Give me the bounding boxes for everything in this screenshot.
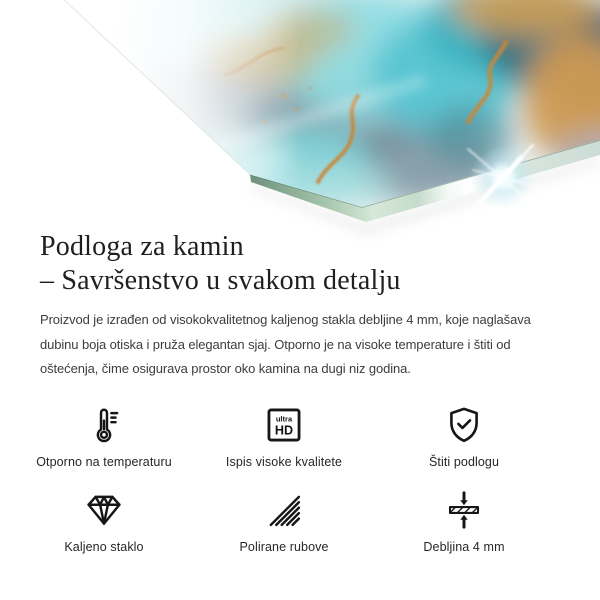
thermometer-icon [83, 402, 125, 448]
shield-check-icon [443, 402, 485, 448]
diamond-icon [83, 487, 125, 533]
feature-item [374, 487, 554, 554]
page-title-line1: Podloga za kamin [40, 231, 244, 262]
feature-item [374, 402, 554, 469]
feature-label: Debljina 4 mm [423, 540, 505, 554]
feature-item [14, 402, 194, 469]
feature-label: Štiti podlogu [428, 455, 500, 469]
feature-label: Kaljeno staklo [64, 540, 144, 554]
feature-label: Otporno na temperaturu [36, 455, 172, 469]
page-title-line2: – Savršenstvo u svakom detalju [40, 265, 401, 296]
product-description: Proizvod je izrađen od visokokvalitetnog kaljenog stakla debljine 4 mm, koje naglašava dubinu boja otiska i pruža elegantan sjaj. Otporno je na visoke temperature i štiti od oštećenja, čime osigurava prostor oko kamina na dugi niz godina. [40, 312, 531, 376]
ultra-hd-icon [263, 402, 305, 448]
svg-text:ultra: ultra [275, 414, 293, 424]
feature-item [14, 487, 194, 554]
features-grid [14, 402, 554, 554]
svg-text:HD: HD [274, 423, 294, 438]
product-image [0, 0, 600, 250]
thickness-icon [443, 487, 485, 533]
page-title [40, 230, 401, 298]
feature-label: Polirane rubove [239, 540, 329, 554]
feature-label: Ispis visoke kvalitete [225, 455, 343, 469]
feature-item [194, 402, 374, 469]
polished-edges-icon [263, 487, 305, 533]
feature-item [194, 487, 374, 554]
